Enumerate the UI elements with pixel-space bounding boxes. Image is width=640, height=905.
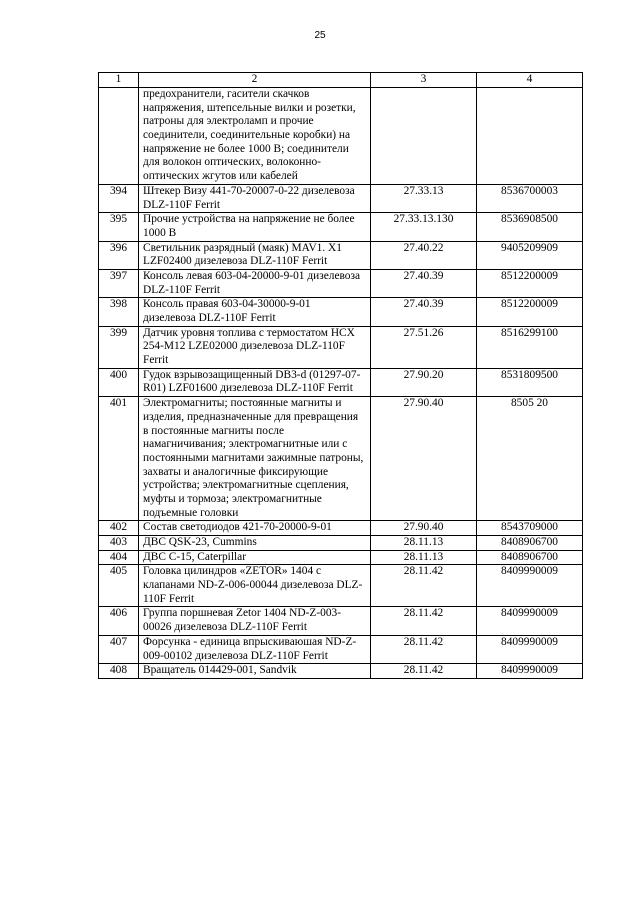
row-number: 397 — [99, 269, 139, 297]
row-description: ДВС QSK-23, Cummins — [139, 536, 371, 551]
row-number: 394 — [99, 184, 139, 212]
row-tnved-code — [477, 88, 583, 185]
row-okpd-code: 27.40.22 — [371, 241, 477, 269]
row-tnved-code: 8409990009 — [477, 664, 583, 679]
row-okpd-code: 28.11.42 — [371, 635, 477, 663]
row-description: Штекер Визу 441-70-20007-0-22 дизелевоза DLZ-110F Ferrit — [139, 184, 371, 212]
row-tnved-code: 8536908500 — [477, 213, 583, 241]
row-number: 395 — [99, 213, 139, 241]
row-description: Форсунка - единица впрыскиваюшая ND-Z-009-00102 дизелевоза DLZ-110F Ferrit — [139, 635, 371, 663]
row-tnved-code: 8408906700 — [477, 550, 583, 565]
row-description: Гудок взрывозащищенный DB3-d (01297-07-R01) LZF01600 дизелевоза DLZ-110F Ferrit — [139, 368, 371, 396]
row-tnved-code: 8531809500 — [477, 368, 583, 396]
table-row — [99, 397, 583, 521]
row-tnved-code: 8408906700 — [477, 536, 583, 551]
row-number: 406 — [99, 607, 139, 635]
row-okpd-code: 28.11.42 — [371, 607, 477, 635]
table-row — [99, 635, 583, 663]
row-number: 404 — [99, 550, 139, 565]
table-row — [99, 88, 583, 185]
column-header: 4 — [477, 73, 583, 88]
row-tnved-code: 8536700003 — [477, 184, 583, 212]
row-okpd-code: 27.33.13.130 — [371, 213, 477, 241]
row-number: 399 — [99, 326, 139, 368]
row-tnved-code: 8543709000 — [477, 521, 583, 536]
table-row — [99, 521, 583, 536]
table-header-row — [99, 73, 583, 88]
table-row — [99, 241, 583, 269]
row-number — [99, 88, 139, 185]
row-description: Консоль правая 603-04-30000-9-01 дизелевоза DLZ-110F Ferrit — [139, 298, 371, 326]
row-description: Группа поршневая Zetor 1404 ND-Z-003-00026 дизелевоза DLZ-110F Ferrit — [139, 607, 371, 635]
row-okpd-code: 27.40.39 — [371, 269, 477, 297]
row-description: ДВС C-15, Caterpillar — [139, 550, 371, 565]
table-row — [99, 184, 583, 212]
table-row — [99, 550, 583, 565]
row-okpd-code: 28.11.42 — [371, 565, 477, 607]
row-tnved-code: 8512200009 — [477, 269, 583, 297]
row-number: 396 — [99, 241, 139, 269]
row-okpd-code: 27.90.20 — [371, 368, 477, 396]
table-row — [99, 368, 583, 396]
row-number: 400 — [99, 368, 139, 396]
table-body — [99, 88, 583, 679]
row-description: Электромагниты; постоянные магниты и изделия, предназначенные для превращения в постоянные магниты после намагничивания; электромагнитные или с постоянными магнитами зажимные патроны, захваты и аналогичные фиксирующие устройства; электромагнитные сцепления, муфты и тормоза; электромагнитные подъемные головки — [139, 397, 371, 521]
row-okpd-code: 27.33.13 — [371, 184, 477, 212]
row-number: 405 — [99, 565, 139, 607]
table-row — [99, 298, 583, 326]
row-description: Датчик уровня топлива с термостатом HCX 254-M12 LZE02000 дизелевоза DLZ-110F Ferrit — [139, 326, 371, 368]
row-tnved-code: 8505 20 — [477, 397, 583, 521]
row-tnved-code: 8409990009 — [477, 635, 583, 663]
table-row — [99, 326, 583, 368]
page-number: 25 — [314, 30, 326, 41]
row-number: 402 — [99, 521, 139, 536]
row-okpd-code: 28.11.13 — [371, 536, 477, 551]
row-tnved-code: 8512200009 — [477, 298, 583, 326]
row-description: Светильник разрядный (маяк) MAV1. X1 LZF02400 дизелевоза DLZ-110F Ferrit — [139, 241, 371, 269]
row-okpd-code: 27.51.26 — [371, 326, 477, 368]
table-row — [99, 269, 583, 297]
row-tnved-code: 8516299100 — [477, 326, 583, 368]
table-row — [99, 213, 583, 241]
row-okpd-code: 28.11.13 — [371, 550, 477, 565]
row-tnved-code: 8409990009 — [477, 607, 583, 635]
row-description: Прочие устройства на напряжение не более 1000 В — [139, 213, 371, 241]
classification-table — [98, 72, 583, 679]
column-header: 1 — [99, 73, 139, 88]
row-description: Консоль левая 603-04-20000-9-01 дизелевоза DLZ-110F Ferrit — [139, 269, 371, 297]
row-description: Головка цилиндров «ZETOR» 1404 с клапанами ND-Z-006-00044 дизелевоза DLZ-110F Ferrit — [139, 565, 371, 607]
column-header: 2 — [139, 73, 371, 88]
row-description: Состав светодиодов 421-70-20000-9-01 — [139, 521, 371, 536]
row-description: предохранители, гасители скачков напряжения, штепсельные вилки и розетки, патроны для электроламп и прочие соединители, соединительные коробки) на напряжение не более 1000 В; соединители для волокон оптических, волоконно-оптических жгутов или кабелей — [139, 88, 371, 185]
row-number: 407 — [99, 635, 139, 663]
row-number: 398 — [99, 298, 139, 326]
row-tnved-code: 8409990009 — [477, 565, 583, 607]
row-okpd-code — [371, 88, 477, 185]
row-okpd-code: 27.90.40 — [371, 397, 477, 521]
table-row — [99, 536, 583, 551]
table-row — [99, 607, 583, 635]
row-okpd-code: 27.90.40 — [371, 521, 477, 536]
row-okpd-code: 28.11.42 — [371, 664, 477, 679]
table-row — [99, 664, 583, 679]
row-number: 401 — [99, 397, 139, 521]
row-number: 408 — [99, 664, 139, 679]
row-number: 403 — [99, 536, 139, 551]
row-description: Вращатель 014429-001, Sandvik — [139, 664, 371, 679]
column-header: 3 — [371, 73, 477, 88]
table-row — [99, 565, 583, 607]
row-tnved-code: 9405209909 — [477, 241, 583, 269]
row-okpd-code: 27.40.39 — [371, 298, 477, 326]
